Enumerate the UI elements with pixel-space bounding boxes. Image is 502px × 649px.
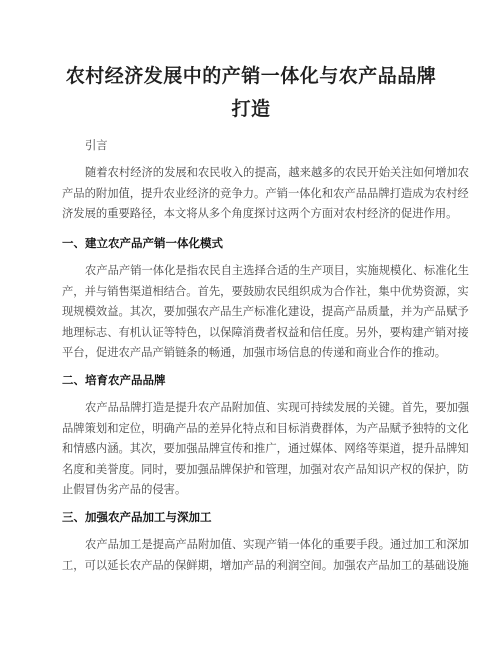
section-heading-2: 二、培育农产品品牌 [62,373,166,387]
section-1-line: 地理标志、有机认证等特色，以保障消费者权益和信任度。另外，要构建产销对接 [62,325,469,339]
intro-label: 引言 [85,139,108,152]
section-1-line: 现规模效益。其次，要加强农产品生产标准化建设，提高产品质量，并为产品赋予 [62,305,469,318]
section-1-paragraph [62,261,470,364]
intro-paragraph [62,163,470,225]
section-2-line: 和情感内涵。其次，要加强品牌宣传和推广，通过媒体、网络等渠道，提升品牌知 [62,442,469,455]
intro-line: 产品的附加值，提升农业经济的竞争力。产销一体化和农产品品牌打造成为农村经 [62,186,469,200]
intro-line: 济发展的重要路径，本文将从多个角度探讨这两个方面对农村经济的促进作用。 [62,207,458,220]
section-3-paragraph [62,535,470,576]
section-1-line: 产，并与销售渠道相结合。首先，要鼓励农民组织成为合作社，集中优势资源，实 [62,284,469,298]
document-title-line-2: 打造 [231,98,271,120]
section-3-line: 工，可以延长农产品的保鲜期，增加产品的利润空间。加强农产品加工的基础设施 [62,558,469,572]
section-2-paragraph [62,398,470,501]
section-2-line: 止假冒伪劣产品的侵害。 [62,483,187,496]
document-title-line-1: 农村经济发展中的产销一体化与农产品品牌 [65,65,437,87]
section-2-line: 农产品品牌打造是提升农产品附加值、实现可持续发展的关键。首先，要加强 [85,401,470,414]
section-heading-3: 三、加强农产品加工与深加工 [62,510,212,524]
section-heading-1: 一、建立农产品产销一体化模式 [62,236,223,250]
section-1-line: 平台，促进农产品产销链条的畅通，加强市场信息的传递和商业合作的推动。 [62,346,447,359]
section-3-line: 农产品加工是提高产品附加值、实现产销一体化的重要手段。通过加工和深加 [85,538,470,551]
section-2-line: 品牌策划和定位，明确产品的差异化特点和目标消费群体，为产品赋予独特的文化 [62,421,469,435]
intro-label-paragraph [62,136,442,157]
intro-line: 随着农村经济的发展和农民收入的提高，越来越多的农民开始关注如何增加农 [85,166,470,179]
section-1-line: 农产品产销一体化是指农民自主选择合适的生产项目，实施规模化、标准化生 [85,264,470,277]
section-2-line: 名度和美誉度。同时，要加强品牌保护和管理，加强对农产品知识产权的保护，防 [62,462,469,476]
